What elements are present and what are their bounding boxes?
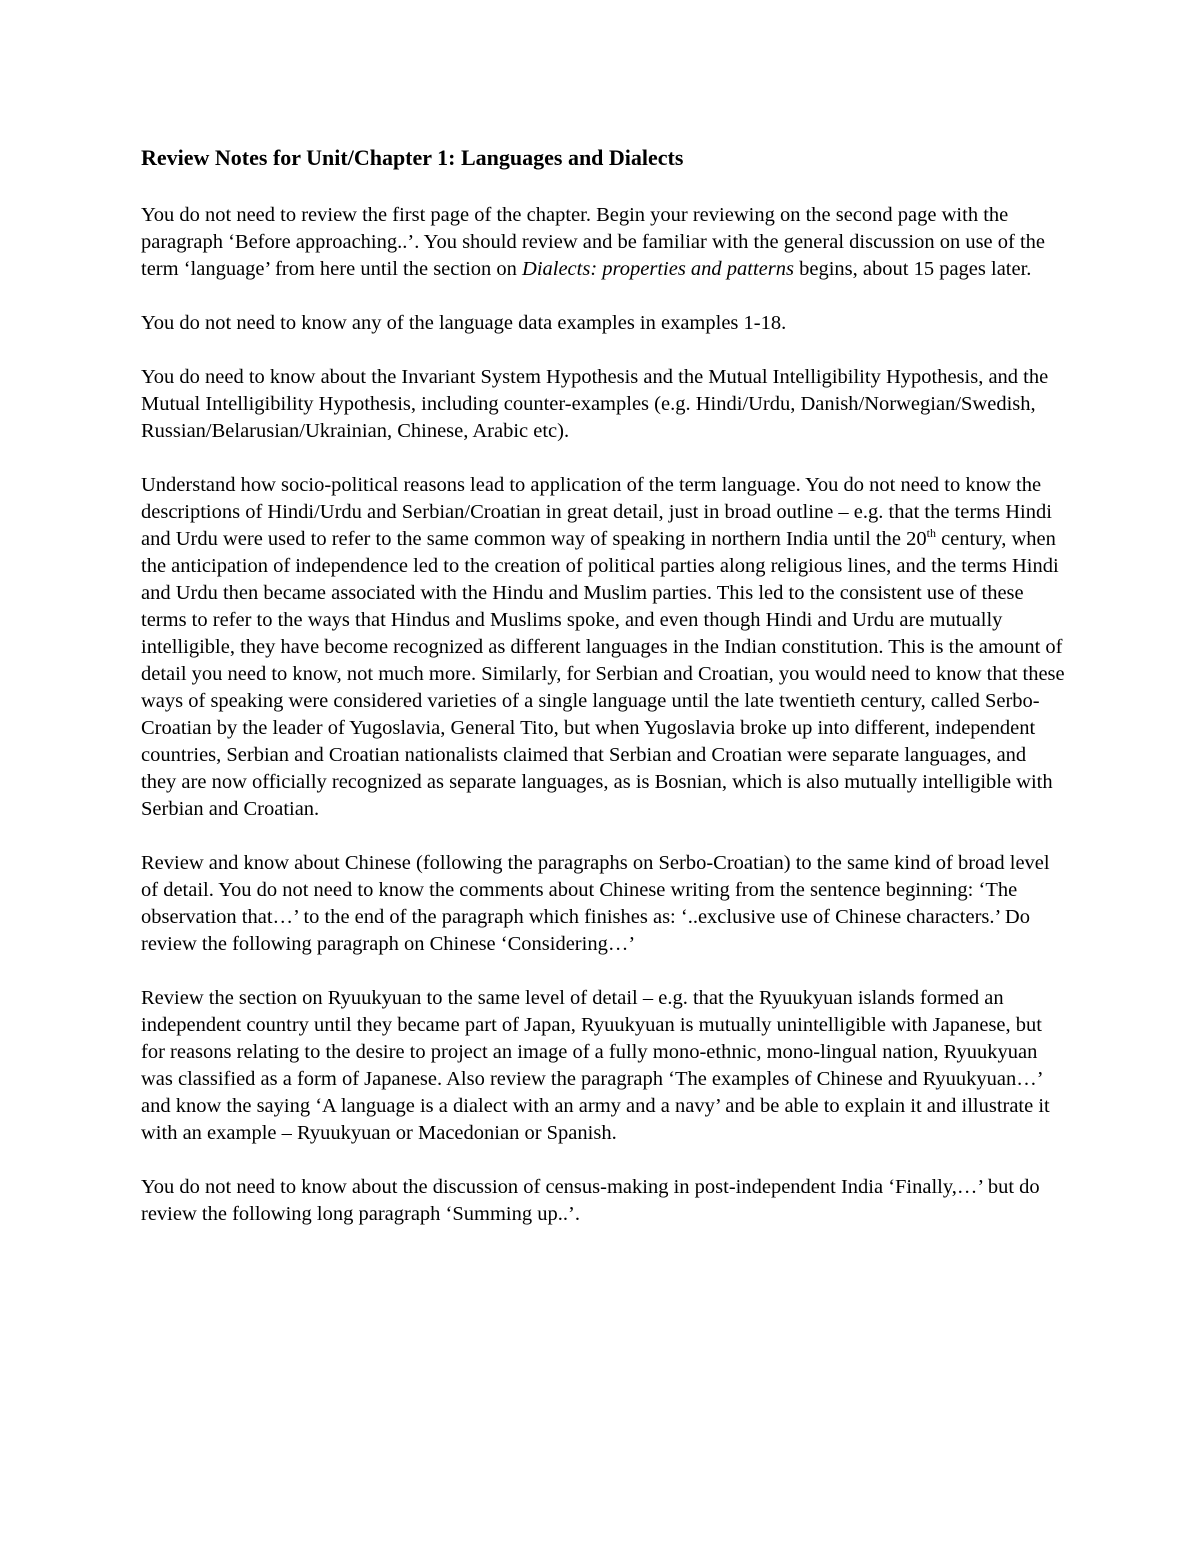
paragraph-census: You do not need to know about the discussion of census-making in post-independent India ‘Finally,…’ but do review the following long paragraph ‘Summing up..’. xyxy=(141,1176,1040,1225)
section-title-italic: Dialects: properties and patterns xyxy=(522,258,794,280)
paragraph-socio-political xyxy=(141,472,1066,823)
document-title: Review Notes for Unit/Chapter 1: Languages and Dialects xyxy=(141,145,684,170)
document-body xyxy=(141,141,1066,1255)
paragraph-chinese: Review and know about Chinese (following the paragraphs on Serbo-Croatian) to the same kind of broad level of detail. You do not need to know the comments about Chinese writing from the sentence beginning: ‘The observation that…’ to the end of the paragraph which finishes as: ‘..exclusive use of Chinese characters.’ Do review the following paragraph on Chinese ‘Considering…’ xyxy=(141,852,1050,955)
paragraph-text: You do not need to review the first page of the chapter. Begin your reviewing on the second page with the paragraph ‘Before approaching..’. You should review and be familiar with the general discussion on use of the term ‘language’ from here until the section on xyxy=(141,204,1046,280)
paragraph-data-examples: You do not need to know any of the language data examples in examples 1-18. xyxy=(141,312,787,334)
paragraph-text: century, when the anticipation of independence led to the creation of political parties along religious lines, and the terms Hindi and Urdu then became associated with the Hindu and Muslim parties. This led to the consistent use of these terms to refer to the ways that Hindus and Muslims spoke, and even though Hindi and Urdu are mutually intelligible, they have become recognized as different languages in the Indian constitution. This is the amount of detail you need to know, not much more. Similarly, for Serbian and Croatian, you would need to know that these ways of speaking were considered varieties of a single language until the late twentieth century, called Serbo-Croatian by the leader of Yugoslavia, General Tito, but when Yugoslavia broke up into different, independent countries, Serbian and Croatian nationalists claimed that Serbian and Croatian were separate languages, and they are now officially recognized as separate languages, as is Bosnian, which is also mutually intelligible with Serbian and Croatian. xyxy=(141,528,1065,820)
paragraph-hypotheses: You do need to know about the Invariant System Hypothesis and the Mutual Intelligibility Hypothesis, and the Mutual Intelligibility Hypothesis, including counter-examples (e.g. Hindi/Urdu, Danish/Norwegian/Swedish, Russian/Belarusian/Ukrainian, Chinese, Arabic etc). xyxy=(141,366,1049,442)
paragraph-review-scope xyxy=(141,202,1066,283)
superscript: th xyxy=(926,526,936,541)
paragraph-text: Understand how socio-political reasons lead to application of the term language. You do not need to know the descriptions of Hindi/Urdu and Serbian/Croatian in great detail, just in broad outline – e.g. that the terms Hindi and Urdu were used to refer to the same common way of speaking in northern India until the 20 xyxy=(141,474,1052,550)
paragraph-ryuukyuan: Review the section on Ryuukyuan to the same level of detail – e.g. that the Ryuukyuan islands formed an independent country until they became part of Japan, Ryuukyuan is mutually unintelligible with Japanese, but for reasons relating to the desire to project an image of a fully mono-ethnic, mono-lingual nation, Ryuukyuan was classified as a form of Japanese. Also review the paragraph ‘The examples of Chinese and Ryuukyuan…’ and know the saying ‘A language is a dialect with an army and a navy’ and be able to explain it and illustrate it with an example – Ryuukyuan or Macedonian or Spanish. xyxy=(141,987,1050,1144)
paragraph-text: begins, about 15 pages later. xyxy=(794,258,1032,280)
